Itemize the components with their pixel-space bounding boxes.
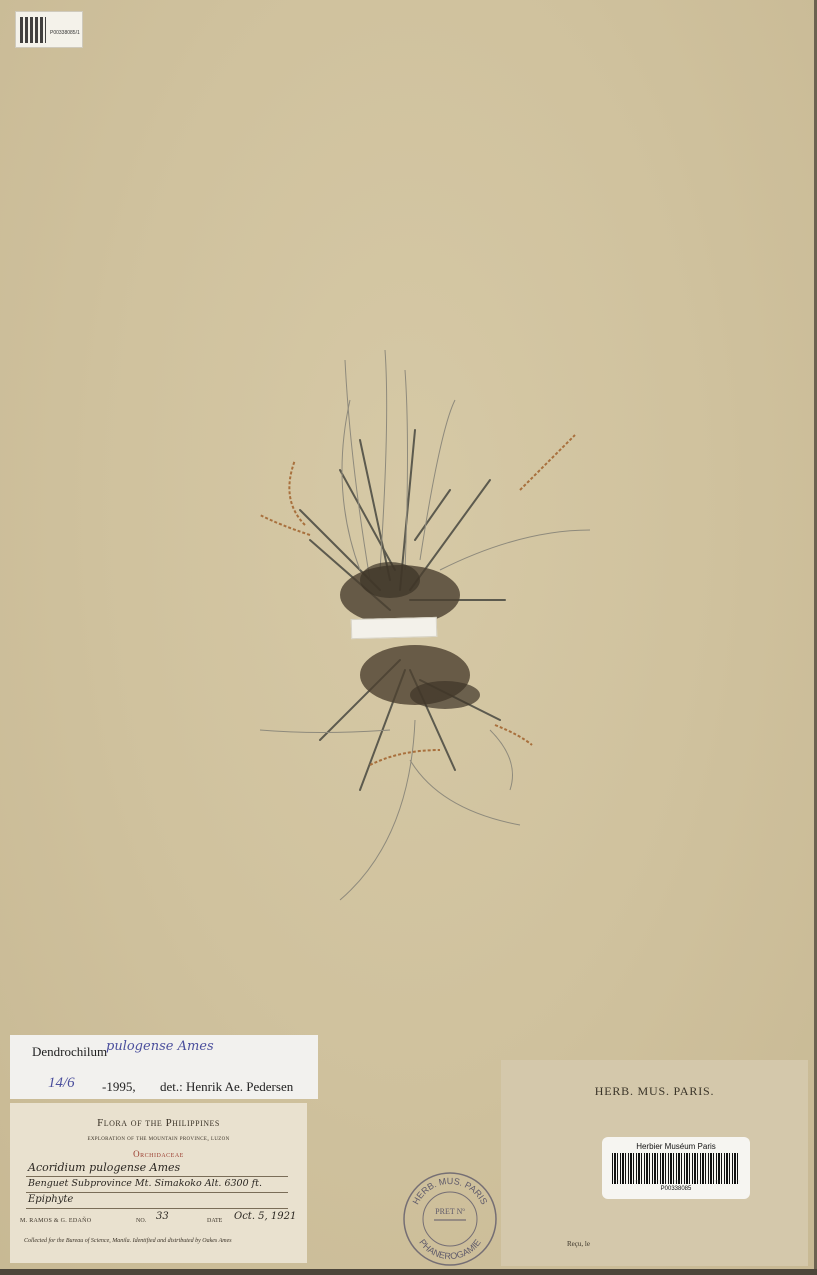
- flora-rule-3: [26, 1208, 288, 1209]
- mounting-strap: [351, 617, 437, 639]
- flora-credit: Collected for the Bureau of Science, Manila. Identified and distributed by Oakes Ames: [24, 1238, 232, 1244]
- flora-date-label: DATE: [207, 1218, 223, 1224]
- herbarium-title: HERB. MUS. PARIS.: [594, 1084, 715, 1098]
- flora-no-label: NO.: [136, 1218, 147, 1224]
- flora-line-1: Acoridium pulogense Ames: [28, 1161, 181, 1174]
- flora-line-2: Benguet Subprovince Mt. Simakoko Alt. 6300 ft.: [28, 1178, 262, 1189]
- flora-no-value: 33: [156, 1211, 169, 1222]
- barcode-number: P00338085: [660, 1186, 692, 1192]
- flora-title: Flora of the Philippines: [97, 1117, 220, 1129]
- det-year: -1995,: [102, 1079, 136, 1094]
- sheet-edge-bottom: [0, 1269, 817, 1275]
- qr-code-icon: [20, 17, 46, 43]
- det-species-handwritten: pulogense Ames: [106, 1039, 214, 1054]
- qr-code-text: P00338085/1: [50, 30, 80, 36]
- flora-line-3: Epiphyte: [28, 1194, 74, 1205]
- herbarium-label: [501, 1060, 808, 1266]
- flora-subtitle: exploration of the mountain province, luzon: [87, 1135, 230, 1142]
- herbarium-stamp: [401, 1170, 499, 1268]
- flora-family: Orchidaceae: [133, 1149, 184, 1159]
- det-determiner: det.: Henrik Ae. Pedersen: [160, 1079, 294, 1094]
- collection-label: [10, 1103, 307, 1263]
- determination-label: [10, 1035, 318, 1099]
- qr-code-label: [15, 11, 83, 48]
- barcode-title: Herbier Muséum Paris: [636, 1142, 716, 1151]
- flora-collectors: M. RAMOS & G. EDAÑO: [20, 1218, 92, 1224]
- det-genus: Dendrochilum: [32, 1044, 108, 1059]
- received-text: Reçu, le: [567, 1240, 590, 1248]
- barcode-icon: [612, 1153, 740, 1184]
- stamp-bottom-text: PHANEROGAMIE: [417, 1237, 483, 1262]
- stamp-center-text: PRET Nº: [435, 1207, 465, 1216]
- flora-date-value: Oct. 5, 1921: [234, 1211, 297, 1222]
- stamp-ring-text: HERB. MUS. PARIS: [410, 1175, 490, 1207]
- barcode-tag: [602, 1137, 750, 1199]
- flora-rule-1: [26, 1176, 288, 1177]
- flora-rule-2: [26, 1192, 288, 1193]
- det-number-handwritten: 14/6: [48, 1075, 75, 1091]
